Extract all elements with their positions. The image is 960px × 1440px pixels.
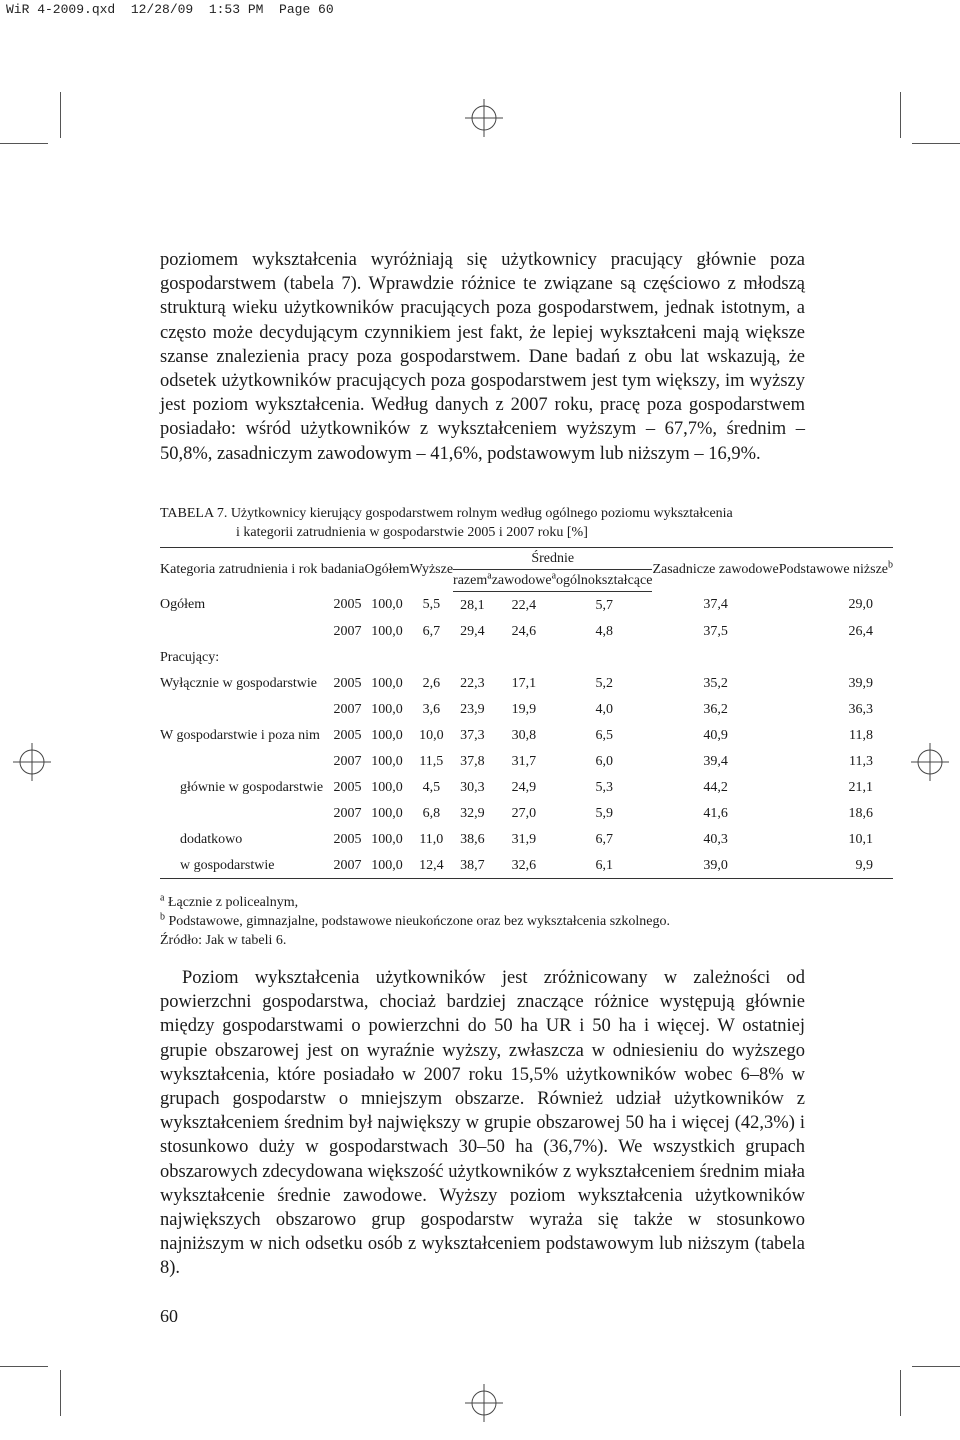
cell-value: 32,9 bbox=[460, 805, 485, 821]
body-paragraph-bottom bbox=[160, 966, 805, 1281]
table-body bbox=[160, 592, 893, 879]
cell-value: 11,5 bbox=[419, 753, 444, 769]
cell-value: 32,6 bbox=[492, 852, 556, 879]
cell-value: 6,8 bbox=[422, 805, 441, 821]
footnote-b-text: Podstawowe, gimnazjalne, podstawowe nieukończone oraz bez wykształcenia szkolnego. bbox=[168, 914, 670, 929]
row-label: W gospodarstwie i poza nim bbox=[160, 727, 320, 743]
cell-value: 22,3 bbox=[460, 675, 485, 691]
cell-value: 4,8 bbox=[595, 623, 613, 639]
header-secondary-group: Średnie bbox=[453, 548, 652, 570]
header-higher: Wyższe bbox=[410, 548, 453, 592]
cell-value bbox=[410, 644, 453, 670]
cell-value: 100,0 bbox=[371, 805, 403, 821]
cell-value bbox=[453, 644, 492, 670]
cell-value: 31,7 bbox=[511, 753, 537, 769]
cell-value: 36,2 bbox=[703, 701, 728, 717]
row-label: dodatkowo bbox=[180, 831, 243, 847]
cell-value: 17,1 bbox=[511, 675, 537, 691]
row-year bbox=[331, 644, 365, 670]
cell-value: 39,4 bbox=[703, 753, 728, 769]
cell-value: 100,0 bbox=[371, 675, 403, 691]
table-row bbox=[160, 774, 893, 800]
cell-value: 4,0 bbox=[595, 701, 613, 717]
cell-value: 6,5 bbox=[595, 727, 613, 743]
table-row bbox=[160, 800, 893, 826]
registration-mark-icon bbox=[465, 1384, 503, 1422]
cell-value: 31,9 bbox=[511, 831, 537, 847]
footnote-a-text: Łącznie z policealnym, bbox=[167, 895, 299, 910]
footnote-a bbox=[160, 893, 805, 912]
row-label: w gospodarstwie bbox=[160, 852, 331, 879]
row-year: 2005 bbox=[333, 597, 362, 613]
cell-value: 29,4 bbox=[460, 623, 485, 639]
table-row bbox=[160, 748, 893, 774]
footnote-ref-b: b bbox=[888, 559, 894, 571]
cell-value: 38,7 bbox=[453, 852, 492, 879]
registration-mark-icon bbox=[13, 743, 51, 781]
row-label: Ogółem bbox=[160, 597, 206, 613]
cell-value: 39,0 bbox=[652, 852, 778, 879]
header-secondary-vocational bbox=[492, 570, 556, 592]
header-primary bbox=[779, 548, 893, 592]
registration-mark-icon bbox=[911, 743, 949, 781]
row-label bbox=[160, 800, 331, 826]
page-number: 60 bbox=[160, 1306, 178, 1326]
cell-value: 6,7 bbox=[595, 831, 613, 847]
table-row bbox=[160, 670, 893, 696]
cell-value: 100,0 bbox=[371, 623, 403, 639]
cell-value: 5,9 bbox=[595, 805, 613, 821]
cell-value: 10,1 bbox=[848, 831, 874, 847]
cell-value: 4,5 bbox=[422, 779, 441, 795]
cell-value: 100,0 bbox=[371, 831, 403, 847]
header-total: Ogółem bbox=[364, 548, 409, 592]
footnote-b-mark: b bbox=[160, 911, 165, 923]
header-secondary-total-label: razem bbox=[453, 573, 488, 588]
cell-value: 22,4 bbox=[511, 597, 537, 613]
cell-value: 41,6 bbox=[703, 805, 728, 821]
cell-value: 6,0 bbox=[595, 753, 613, 769]
cell-value: 100,0 bbox=[371, 727, 403, 743]
table-caption-line-2: i kategorii zatrudnienia w gospodarstwie 2005 i 2007 roku [%] bbox=[236, 525, 588, 540]
cell-value: 35,2 bbox=[703, 675, 728, 691]
registration-mark-icon bbox=[465, 99, 503, 137]
header-secondary-general: ogólnokształcące bbox=[556, 570, 652, 592]
cell-value bbox=[556, 644, 652, 670]
header-primary-label: Podstawowe niższe bbox=[778, 562, 889, 578]
cell-value: 36,3 bbox=[848, 701, 874, 717]
cell-value: 100,0 bbox=[371, 597, 403, 613]
cell-value bbox=[364, 644, 409, 670]
row-year: 2005 bbox=[333, 675, 362, 691]
crop-mark bbox=[912, 143, 960, 144]
cell-value: 100,0 bbox=[364, 852, 409, 879]
cell-value: 11,3 bbox=[849, 753, 874, 769]
cell-value: 11,8 bbox=[849, 727, 874, 743]
cell-value bbox=[652, 644, 778, 670]
row-year: 2007 bbox=[333, 753, 362, 769]
cell-value: 40,3 bbox=[703, 831, 728, 847]
file-header: WiR 4-2009.qxd 12/28/09 1:53 PM Page 60 bbox=[6, 2, 334, 17]
cell-value bbox=[492, 644, 556, 670]
row-year: 2005 bbox=[333, 727, 362, 743]
table-row bbox=[160, 618, 893, 644]
cell-value: 37,4 bbox=[703, 597, 728, 613]
footnote-a-mark: a bbox=[160, 892, 165, 904]
row-label: Pracujący: bbox=[160, 649, 220, 665]
header-secondary-vocational-label: zawodowe bbox=[491, 573, 552, 588]
row-year: 2005 bbox=[333, 831, 362, 847]
cell-value: 5,2 bbox=[595, 675, 613, 691]
row-year: 2005 bbox=[333, 779, 362, 795]
cell-value: 40,9 bbox=[703, 727, 728, 743]
data-table bbox=[160, 547, 893, 879]
row-label bbox=[160, 696, 331, 722]
row-label bbox=[160, 618, 331, 644]
cell-value: 9,9 bbox=[779, 852, 893, 879]
header-category: Kategoria zatrudnienia i rok badania bbox=[160, 548, 364, 592]
table-row bbox=[160, 696, 893, 722]
cell-value: 11,0 bbox=[419, 831, 444, 847]
cell-value: 100,0 bbox=[371, 753, 403, 769]
cell-value: 29,0 bbox=[848, 597, 874, 613]
table-footnotes bbox=[160, 893, 805, 950]
table-caption-line-1: TABELA 7. Użytkownicy kierujący gospodarstwem rolnym według ogólnego poziomu wykształcenia bbox=[160, 506, 733, 521]
cell-value: 37,3 bbox=[460, 727, 485, 743]
crop-mark bbox=[0, 1366, 48, 1367]
cell-value: 10,0 bbox=[419, 727, 444, 743]
row-label bbox=[160, 748, 331, 774]
cell-value: 19,9 bbox=[511, 701, 537, 717]
cell-value: 5,7 bbox=[595, 597, 613, 613]
cell-value: 2,6 bbox=[422, 675, 441, 691]
cell-value: 100,0 bbox=[371, 779, 403, 795]
cell-value: 6,7 bbox=[422, 623, 441, 639]
cell-value: 3,6 bbox=[422, 701, 441, 717]
row-label: głównie w gospodarstwie bbox=[180, 779, 324, 795]
cell-value: 39,9 bbox=[848, 675, 874, 691]
cell-value: 28,1 bbox=[460, 597, 485, 613]
table-row bbox=[160, 852, 893, 879]
table-row bbox=[160, 826, 893, 852]
crop-mark bbox=[0, 143, 48, 144]
cell-value: 24,9 bbox=[511, 779, 537, 795]
crop-mark bbox=[60, 1370, 61, 1416]
cell-value bbox=[779, 644, 893, 670]
cell-value: 100,0 bbox=[371, 701, 403, 717]
footnote-ref-a: a bbox=[551, 570, 557, 582]
cell-value: 5,3 bbox=[595, 779, 613, 795]
row-label: Wyłącznie w gospodarstwie bbox=[160, 675, 317, 691]
cell-value: 5,5 bbox=[422, 597, 441, 613]
row-year: 2007 bbox=[331, 852, 365, 879]
row-year: 2007 bbox=[333, 623, 362, 639]
header-secondary-total bbox=[453, 570, 492, 592]
cell-value: 21,1 bbox=[848, 779, 874, 795]
cell-value: 38,6 bbox=[460, 831, 485, 847]
crop-mark bbox=[60, 92, 61, 138]
table-source: Źródło: Jak w tabeli 6. bbox=[160, 933, 287, 948]
crop-mark bbox=[900, 1370, 901, 1416]
row-year: 2007 bbox=[333, 805, 362, 821]
row-year: 2007 bbox=[333, 701, 362, 717]
crop-mark bbox=[912, 1366, 960, 1367]
cell-value: 12,4 bbox=[410, 852, 453, 879]
cell-value: 23,9 bbox=[460, 701, 485, 717]
table-row bbox=[160, 644, 893, 670]
cell-value: 6,1 bbox=[556, 852, 652, 879]
cell-value: 37,5 bbox=[703, 623, 728, 639]
cell-value: 27,0 bbox=[511, 805, 537, 821]
cell-value: 18,6 bbox=[848, 805, 874, 821]
cell-value: 44,2 bbox=[703, 779, 728, 795]
header-basic-vocational: Zasadnicze zawodowe bbox=[652, 548, 778, 592]
cell-value: 30,8 bbox=[511, 727, 537, 743]
footnote-b bbox=[160, 912, 805, 931]
table-row bbox=[160, 592, 893, 619]
table-caption bbox=[160, 504, 805, 542]
cell-value: 30,3 bbox=[460, 779, 485, 795]
table-row bbox=[160, 722, 893, 748]
body-paragraph-top: poziomem wykształcenia wyróżniają się użytkownicy pracujący głównie poza gospodarstwem (tabela 7). Wprawdzie różnice te związane są częściowo z młodszą strukturą wieku użytkowników pracujących poza gospodarstwem, jednak istotnym, a często może decydującym czynnikiem jest fakt, że lepiej wykształceni mają większe szanse znalezienia pracy poza gospodarstwem. Dane badań z obu lat wskazują, że odsetek użytkowników pracujących poza gospodarstwem jest tym większy, im wyższy jest poziom wykształcenia. Według danych z 2007 roku, pracę poza gospodarstwem posiadało: wśród użytkowników z wykształceniem wyższym – 67,7%, średnim – 50,8%, zasadniczym zawodowym – 41,6%, podstawowym lub niższym – 16,9%. bbox=[160, 250, 805, 464]
cell-value: 26,4 bbox=[848, 623, 874, 639]
crop-mark bbox=[900, 92, 901, 138]
body-paragraph-bottom-text: Poziom wykształcenia użytkowników jest zróżnicowany w zależności od powierzchni gospodarstwa, chociaż bardziej znaczące różnice występują głównie między gospodarstwami o powierzchni do 50 ha UR i 50 ha i więcej. W ostatniej grupie obszarowej jest on wyraźnie wyższy, zwłaszcza w odniesieniu do wyższego wykształcenia, które posiadało w 2007 roku 15,5% użytkowników wobec 6–8% w grupach gospodarstw o mniejszym obszarze. Również udział użytkowników z wykształceniem średnim był największy w grupie obszarowej 50 ha i więcej (42,3%) i stosunkowo duży w gospodarstwach 30–50 ha (36,7%). We wszystkich grupach obszarowych zdecydowana większość użytkowników z wykształceniem średnim miała wykształcenie średnie zawodowe. Wyższy poziom wykształcenia użytkowników największych obszarowo grup gospodarstw wyraża się także w stosunkowo najniższym w nich odsetku osób z wykształceniem podstawowym lub niższym (tabela 8). bbox=[160, 968, 805, 1279]
cell-value: 37,8 bbox=[460, 753, 485, 769]
cell-value: 24,6 bbox=[511, 623, 537, 639]
footnote-ref-a: a bbox=[487, 570, 492, 582]
